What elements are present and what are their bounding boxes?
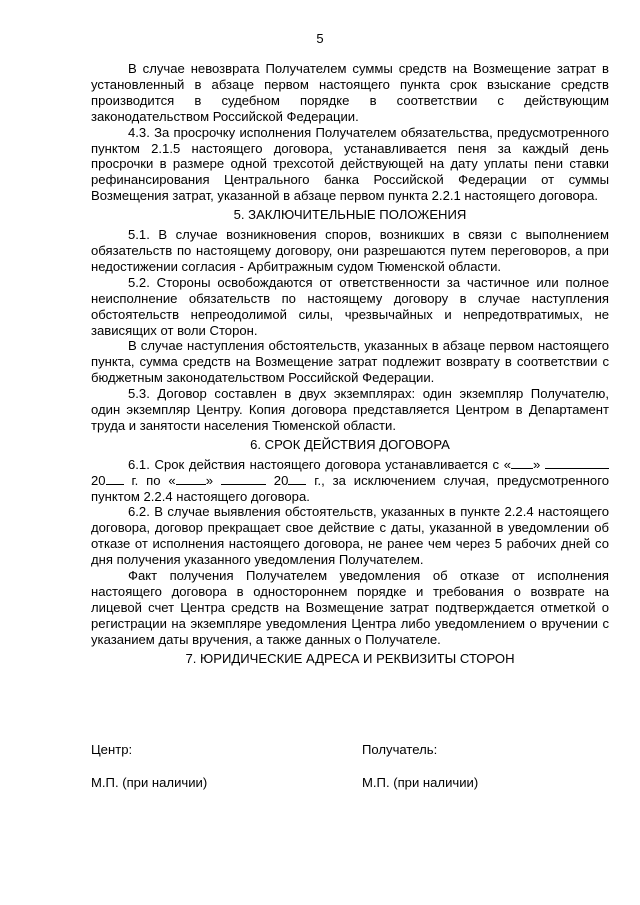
day-blank-start: [511, 457, 533, 469]
term-text-to: г. по «: [131, 472, 176, 488]
year-blank-start: [106, 473, 124, 485]
stamp-recipient-label: М.П. (при наличии): [362, 775, 479, 790]
section-heading-7: 7. ЮРИДИЧЕСКИЕ АДРЕСА И РЕКВИЗИТЫ СТОРОН: [185, 650, 515, 666]
section-heading-6: 6. СРОК ДЕЙСТВИЯ ДОГОВОРА: [250, 436, 450, 452]
month-blank-start: [545, 457, 609, 469]
year-blank-end: [288, 473, 306, 485]
paragraph-4-3-penalty: 4.3. За просрочку исполнения Получателем обязательства, предусмотренного пунктом 2.1.5 настоящего договора, устанавливается пеня за каждый день просрочки в размере одной трехсотой действующей на дату уплаты пени ставки рефинансирования Центрального банка Российской Федерации от суммы Возмещения затрат, указанной в абзаце первом пункта 2.2.1 настоящего договора.: [91, 124, 609, 204]
paragraph-5-2-force-majeure: 5.2. Стороны освобождаются от ответственности за частичное или полное неисполнение обязательств по настоящему договору в случае наступления обстоятельств непреодолимой силы, чрезвычайных и непредотвратимых, не зависящих от воли Сторон.: [91, 274, 609, 338]
year-prefix-start: 20: [91, 472, 106, 488]
party-recipient-label: Получатель:: [362, 742, 438, 757]
paragraph-refund-procedure: В случае невозврата Получателем суммы средств на Возмещение затрат в установленный в абзаце первом настоящего пункта срок взыскание средств производится в судебном порядке в соответствии с действующим законодательством Российской Федерации.: [91, 61, 609, 124]
term-quote-close-2: »: [205, 472, 214, 488]
page-number: 5: [316, 31, 324, 46]
paragraph-6-1-term: [91, 457, 609, 505]
paragraph-5-1-disputes: 5.1. В случае возникновения споров, возникших в связи с выполнением обязательств по настоящему договору, они разрешаются путем переговоров, а при недостижении согласия - Арбитражным судом Тюменской области.: [91, 227, 609, 274]
party-center-label: Центр:: [91, 742, 133, 757]
paragraph-6-2-termination: 6.2. В случае выявления обстоятельств, указанных в пункте 2.2.4 настоящего договора, договор прекращает свое действие с даты, указанной в уведомлении об отказе от исполнения настоящего договора, не ранее чем через 5 рабочих дней со дня получения указанного уведомления Получателем.: [91, 504, 609, 568]
paragraph-refund-force-majeure: В случае наступления обстоятельств, указанных в абзаце первом настоящего пункта, сумма средств на Возмещение затрат подлежит возврату в соответствии с бюджетным законодательством Российской Федерации.: [91, 338, 609, 386]
term-quote-close-1: »: [533, 456, 541, 472]
section-heading-5: 5. ЗАКЛЮЧИТЕЛЬНЫЕ ПОЛОЖЕНИЯ: [233, 207, 467, 223]
month-blank-end: [221, 473, 266, 485]
paragraph-notice-receipt: Факт получения Получателем уведомления об отказе от исполнения настоящего договора в одностороннем порядке и требования о возврате на лицевой счет Центра средств на Возмещение затрат подтверждается отметкой о регистрации на экземпляре уведомления Центра либо уведомлением о вручении с указанием даты вручения, а также данных о Получателе.: [91, 568, 609, 647]
term-text-start: 6.1. Срок действия настоящего договора устанавливается с «: [128, 456, 512, 472]
stamp-center-label: М.П. (при наличии): [91, 775, 208, 790]
term-text-end: г., за исключением случая, предусмотренного пунктом 2.2.4 настоящего договора.: [91, 472, 609, 504]
paragraph-5-3-copies: 5.3. Договор составлен в двух экземплярах: один экземпляр Получателю, один экземпляр Центру. Копия договора представляется Центром в Департамент труда и занятости населения Тюменской области.: [91, 386, 609, 433]
year-prefix-end: 20: [273, 472, 289, 488]
day-blank-end: [176, 473, 206, 485]
document-body: [91, 61, 609, 671]
